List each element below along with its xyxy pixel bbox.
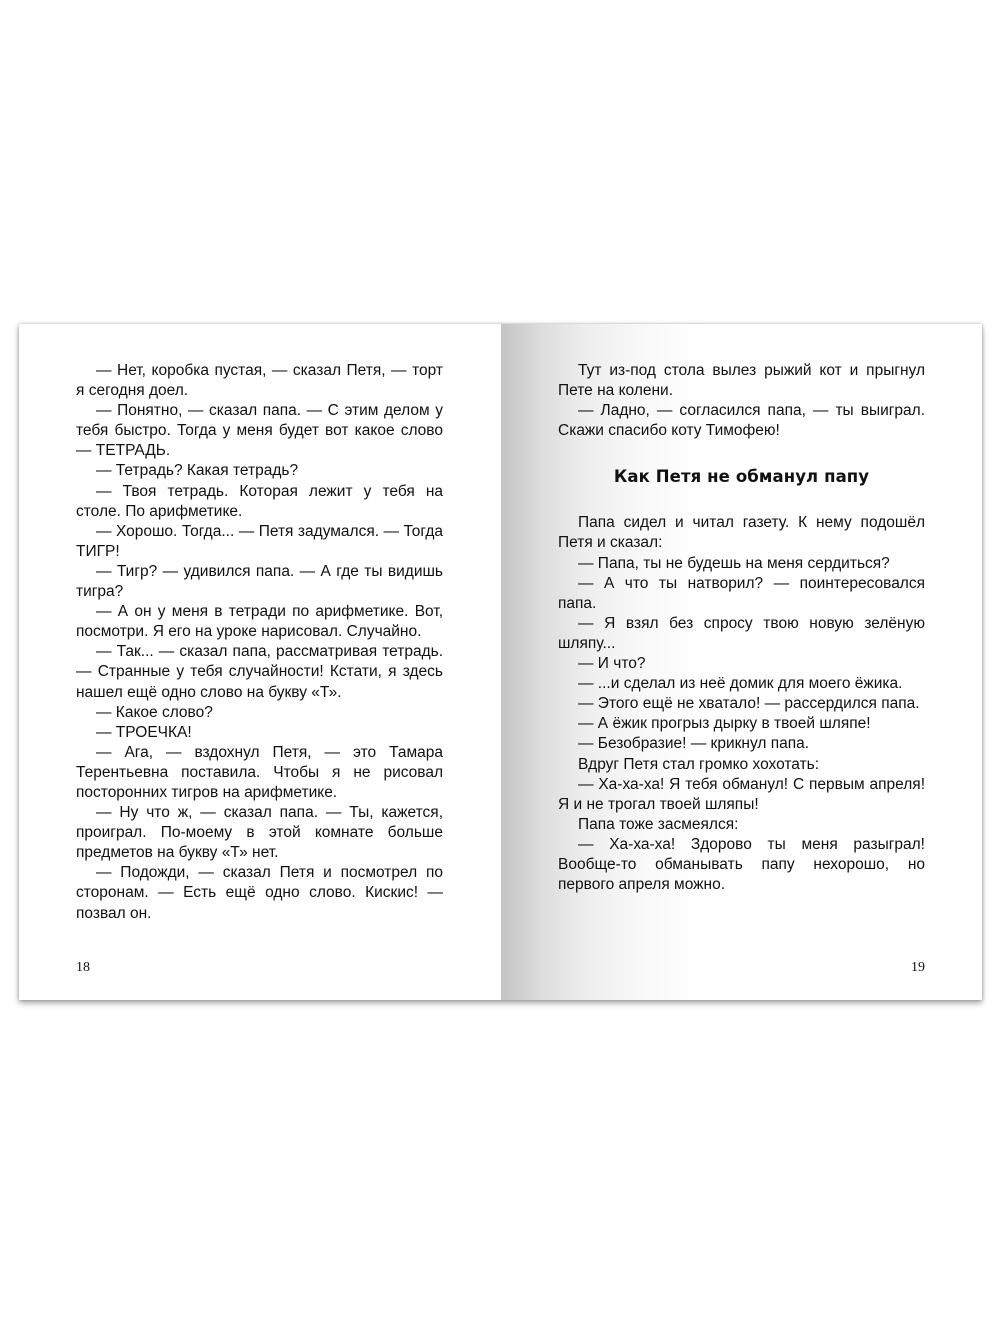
paragraph: — Твоя тетрадь. Которая лежит у тебя на столе. По арифметике. <box>76 482 443 520</box>
paragraph: — Нет, коробка пустая, — сказал Петя, — торт я сегодня доел. <box>76 362 443 400</box>
right-page <box>501 324 982 1000</box>
paragraph: — И что? <box>578 655 646 673</box>
paragraph: — Понятно, — сказал папа. — С этим делом у тебя быстро. Тогда у меня будет вот какое слово — ТЕТРАДЬ. <box>76 402 443 460</box>
paragraph: — ТРОЕЧКА! <box>96 723 192 741</box>
paragraph: — Тигр? — удивился папа. — А где ты видишь тигра? <box>76 562 443 601</box>
paragraph: — Ладно, — согласился папа, — ты выиграл. Скажи спасибо коту Тимофею! <box>558 402 925 440</box>
paragraph: — Я взял без спросу твою новую зелёную шляпу... <box>558 614 925 652</box>
paragraph: — Безобразие! — крикнул папа. <box>578 735 810 753</box>
paragraph: — Ха-ха-ха! Я тебя обманул! С первым апреля! Я и не трогал твоей шляпы! <box>558 775 925 813</box>
paragraph: — Папа, ты не будешь на меня сердиться? <box>578 554 890 572</box>
paragraph: — ...и сделал из неё домик для моего ёжика. <box>578 675 903 693</box>
paragraph: Тут из-под стола вылез рыжий кот и прыгнул Пете на колени. <box>558 362 925 400</box>
paragraph: — А ёжик прогрыз дырку в твоей шляпе! <box>578 715 871 733</box>
paragraph: — Ага, — вздохнул Петя, — это Тамара Терентьевна поставила. Чтобы я не рисовал посторонних тигров на арифметике. <box>76 743 443 801</box>
paragraph: — Этого ещё не хватало! — рассердился папа. <box>578 695 920 713</box>
paragraph: — Так... — сказал папа, рассматривая тетрадь. — Странные у тебя случайности! Кстати, я здесь нашел ещё одно слово на букву «Т». <box>76 643 443 701</box>
paragraph: Вдруг Петя стал громко хохотать: <box>578 755 820 773</box>
book-spread <box>19 324 982 1000</box>
right-page-text <box>558 361 925 895</box>
paragraph: — Ну что ж, — сказал папа. — Ты, кажется, проиграл. По-моему в этой комнате больше предметов на букву «Т» нет. <box>76 804 443 862</box>
paragraph: — Подожди, — сказал Петя и посмотрел по сторонам. — Есть ещё одно слово. Кискис! — позвал он. <box>76 864 443 922</box>
paragraph: — А что ты натворил? — поинтересовался папа. <box>558 574 925 612</box>
page-number-left: 18 <box>76 960 90 975</box>
left-page-text <box>76 361 443 924</box>
paragraph: — А он у меня в тетради по арифметике. Вот, посмотри. Я его на уроке нарисовал. Случайно. <box>76 603 443 641</box>
paragraph: Папа тоже засмеялся: <box>578 815 739 833</box>
paragraph: — Хорошо. Тогда... — Петя задумался. — Тогда ТИГР! <box>76 522 443 560</box>
story-title: Как Петя не обманул папу <box>613 467 870 487</box>
paragraph: — Ха-ха-ха! Здорово ты меня разыграл! Вообще-то обманывать папу нехорошо, но первого апреля можно. <box>558 835 925 894</box>
page-number-right: 19 <box>911 960 925 975</box>
left-page <box>19 324 501 1000</box>
paragraph: — Какое слово? <box>96 703 213 721</box>
paragraph: Папа сидел и читал газету. К нему подошёл Петя и сказал: <box>558 514 925 552</box>
paragraph: — Тетрадь? Какая тетрадь? <box>96 462 299 480</box>
